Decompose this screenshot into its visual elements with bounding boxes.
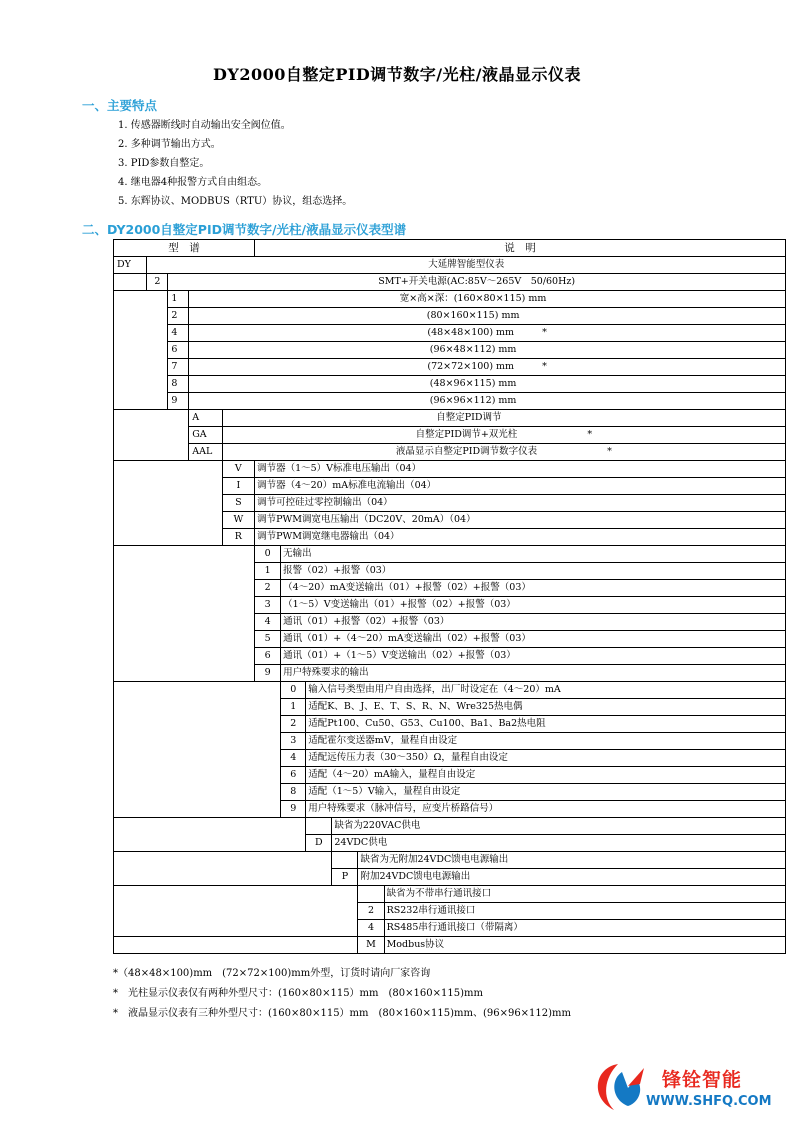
desc-cell: （1～5）V变送输出（01）+报警（02）+报警（03）: [281, 597, 786, 614]
code-cell: 7: [168, 359, 189, 376]
desc-cell: 24VDC供电: [332, 835, 786, 852]
desc-cell: (80×160×115) mm: [189, 308, 786, 325]
code-cell: 2: [147, 274, 168, 291]
desc-cell: (72×72×100) mm *: [189, 359, 786, 376]
feature-item: 3. PID参数自整定。: [118, 158, 210, 169]
code-cell: 3: [255, 597, 281, 614]
desc-cell: RS485串行通讯接口（带隔离）: [384, 920, 785, 937]
feature-item: 5. 东辉协议、MODBUS（RTU）协议，组态选择。: [118, 196, 353, 207]
header-description: 说 明: [255, 240, 786, 257]
code-cell: 6: [281, 767, 306, 784]
code-cell: 9: [168, 393, 189, 410]
desc-cell: SMT+开关电源(AC:85V～265V 50/60Hz): [168, 274, 786, 291]
model-spectrum-table: [113, 239, 786, 954]
code-cell: 3: [281, 733, 306, 750]
brand-url: WWW.SHFQ.COM: [646, 1094, 772, 1109]
code-cell: 1: [255, 563, 281, 580]
desc-cell: (96×96×112) mm: [189, 393, 786, 410]
code-cell: R: [222, 529, 254, 546]
code-cell: 6: [168, 342, 189, 359]
code-cell: 2: [255, 580, 281, 597]
table-row: [114, 359, 786, 376]
section-heading-features: 一、主要特点: [82, 98, 158, 113]
desc-cell: 用户特殊要求（脉冲信号，应变片桥路信号）: [306, 801, 786, 818]
desc-cell: 适配远传压力表（30～350）Ω，量程自由设定: [306, 750, 786, 767]
table-row: [114, 342, 786, 359]
desc-cell: 通讯（01）+（4～20）mA变送输出（02）+报警（03）: [281, 631, 786, 648]
code-cell: 5: [255, 631, 281, 648]
code-cell: D: [306, 835, 332, 852]
code-cell: AAL: [189, 444, 222, 461]
feature-list: [118, 116, 352, 211]
header-model: 型 谱: [114, 240, 255, 257]
desc-cell: 调节器（1～5）V标准电压输出（04）: [255, 461, 786, 478]
desc-cell: 调节PWM调宽继电器输出（04）: [255, 529, 786, 546]
code-cell: 6: [255, 648, 281, 665]
desc-cell: 缺省为无附加24VDC馈电电源输出: [358, 852, 786, 869]
code-cell: DY: [114, 257, 147, 274]
code-cell: 2: [358, 903, 384, 920]
desc-cell: 液晶显示自整定PID调节数字仪表 *: [222, 444, 785, 461]
section-heading-model-spectrum: 二、DY2000自整定PID调节数字/光柱/液晶显示仪表型谱: [82, 222, 407, 237]
code-cell: 2: [168, 308, 189, 325]
code-cell: 8: [281, 784, 306, 801]
table-row: [114, 886, 786, 903]
table-row: [114, 410, 786, 427]
table-row: [114, 852, 786, 869]
desc-cell: 附加24VDC馈电电源输出: [358, 869, 786, 886]
table-row: [114, 325, 786, 342]
table-row: [114, 682, 786, 699]
desc-cell: 输入信号类型由用户自由选择，出厂时设定在（4～20）mA: [306, 682, 786, 699]
brand-name: 锋铨智能: [662, 1069, 743, 1091]
table-header-row: [114, 240, 786, 257]
footnote-list: [113, 964, 571, 1024]
code-cell: 0: [255, 546, 281, 563]
code-cell: M: [358, 937, 384, 954]
code-cell: P: [332, 869, 358, 886]
desc-cell: 自整定PID调节+双光柱 *: [222, 427, 785, 444]
desc-cell: 宽×高×深：(160×80×115) mm: [189, 291, 786, 308]
table-row: [114, 818, 786, 835]
code-cell: [358, 886, 384, 903]
code-cell: [332, 852, 358, 869]
code-cell: 4: [168, 325, 189, 342]
desc-cell: 调节器（4～20）mA标准电流输出（04）: [255, 478, 786, 495]
desc-cell: Modbus协议: [384, 937, 785, 954]
code-cell: 8: [168, 376, 189, 393]
table-row: [114, 308, 786, 325]
code-cell: W: [222, 512, 254, 529]
footnote: *（48×48×100)mm (72×72×100)mm外型，订货时请向厂家咨询: [113, 968, 431, 979]
desc-cell: 大延牌智能型仪表: [147, 257, 786, 274]
code-cell: 4: [358, 920, 384, 937]
desc-cell: 通讯（01）+报警（02）+报警（03）: [281, 614, 786, 631]
table-row: [114, 291, 786, 308]
desc-cell: 通讯（01）+（1～5）V变送输出（02）+报警（03）: [281, 648, 786, 665]
desc-cell: 调节PWM调宽电压输出（DC20V、20mA）（04）: [255, 512, 786, 529]
table-row: [114, 546, 786, 563]
code-cell: 1: [168, 291, 189, 308]
desc-cell: 缺省为220VAC供电: [332, 818, 786, 835]
desc-cell: 适配K、B、J、E、T、S、R、N、Wre325热电偶: [306, 699, 786, 716]
desc-cell: 缺省为不带串行通讯接口: [384, 886, 785, 903]
desc-cell: (96×48×112) mm: [189, 342, 786, 359]
feature-item: 1. 传感器断线时自动输出安全阀位值。: [118, 120, 291, 131]
code-cell: 2: [281, 716, 306, 733]
desc-cell: 适配霍尔变送器mV，量程自由设定: [306, 733, 786, 750]
feature-item: 4. 继电器4种报警方式自由组态。: [118, 177, 268, 188]
table-row: [114, 274, 786, 291]
desc-cell: 调节可控硅过零控制输出（04）: [255, 495, 786, 512]
table-row: [114, 393, 786, 410]
table-row: [114, 461, 786, 478]
table-row: [114, 444, 786, 461]
desc-cell: (48×96×115) mm: [189, 376, 786, 393]
code-cell: V: [222, 461, 254, 478]
code-cell: 9: [255, 665, 281, 682]
desc-cell: RS232串行通讯接口: [384, 903, 785, 920]
code-cell: [306, 818, 332, 835]
table-row: [114, 427, 786, 444]
code-cell: 0: [281, 682, 306, 699]
page-title: DY2000自整定PID调节数字/光柱/液晶显示仪表: [213, 65, 581, 84]
desc-cell: 适配（4～20）mA输入，量程自由设定: [306, 767, 786, 784]
feature-item: 2. 多种调节输出方式。: [118, 139, 221, 150]
code-cell: S: [222, 495, 254, 512]
code-cell: 1: [281, 699, 306, 716]
desc-cell: 用户特殊要求的输出: [281, 665, 786, 682]
desc-cell: (48×48×100) mm *: [189, 325, 786, 342]
code-cell: GA: [189, 427, 222, 444]
desc-cell: 适配（1～5）V输入，量程自由设定: [306, 784, 786, 801]
table-row: [114, 376, 786, 393]
code-cell: 4: [255, 614, 281, 631]
code-cell: 9: [281, 801, 306, 818]
footnote: * 液晶显示仪表有三种外型尺寸：(160×80×115）mm (80×160×115)mm、(96×96×112)mm: [113, 1008, 572, 1019]
footnote: * 光柱显示仪表仅有两种外型尺寸：(160×80×115）mm (80×160×115)mm: [113, 988, 483, 999]
table-row: [114, 257, 786, 274]
code-cell: I: [222, 478, 254, 495]
code-cell: 4: [281, 750, 306, 767]
desc-cell: 适配Pt100、Cu50、G53、Cu100、Ba1、Ba2热电阻: [306, 716, 786, 733]
desc-cell: （4～20）mA变送输出（01）+报警（02）+报警（03）: [281, 580, 786, 597]
desc-cell: 报警（02）+报警（03）: [281, 563, 786, 580]
desc-cell: 自整定PID调节: [222, 410, 785, 427]
table-row: [114, 937, 786, 954]
desc-cell: 无输出: [281, 546, 786, 563]
code-cell: A: [189, 410, 222, 427]
